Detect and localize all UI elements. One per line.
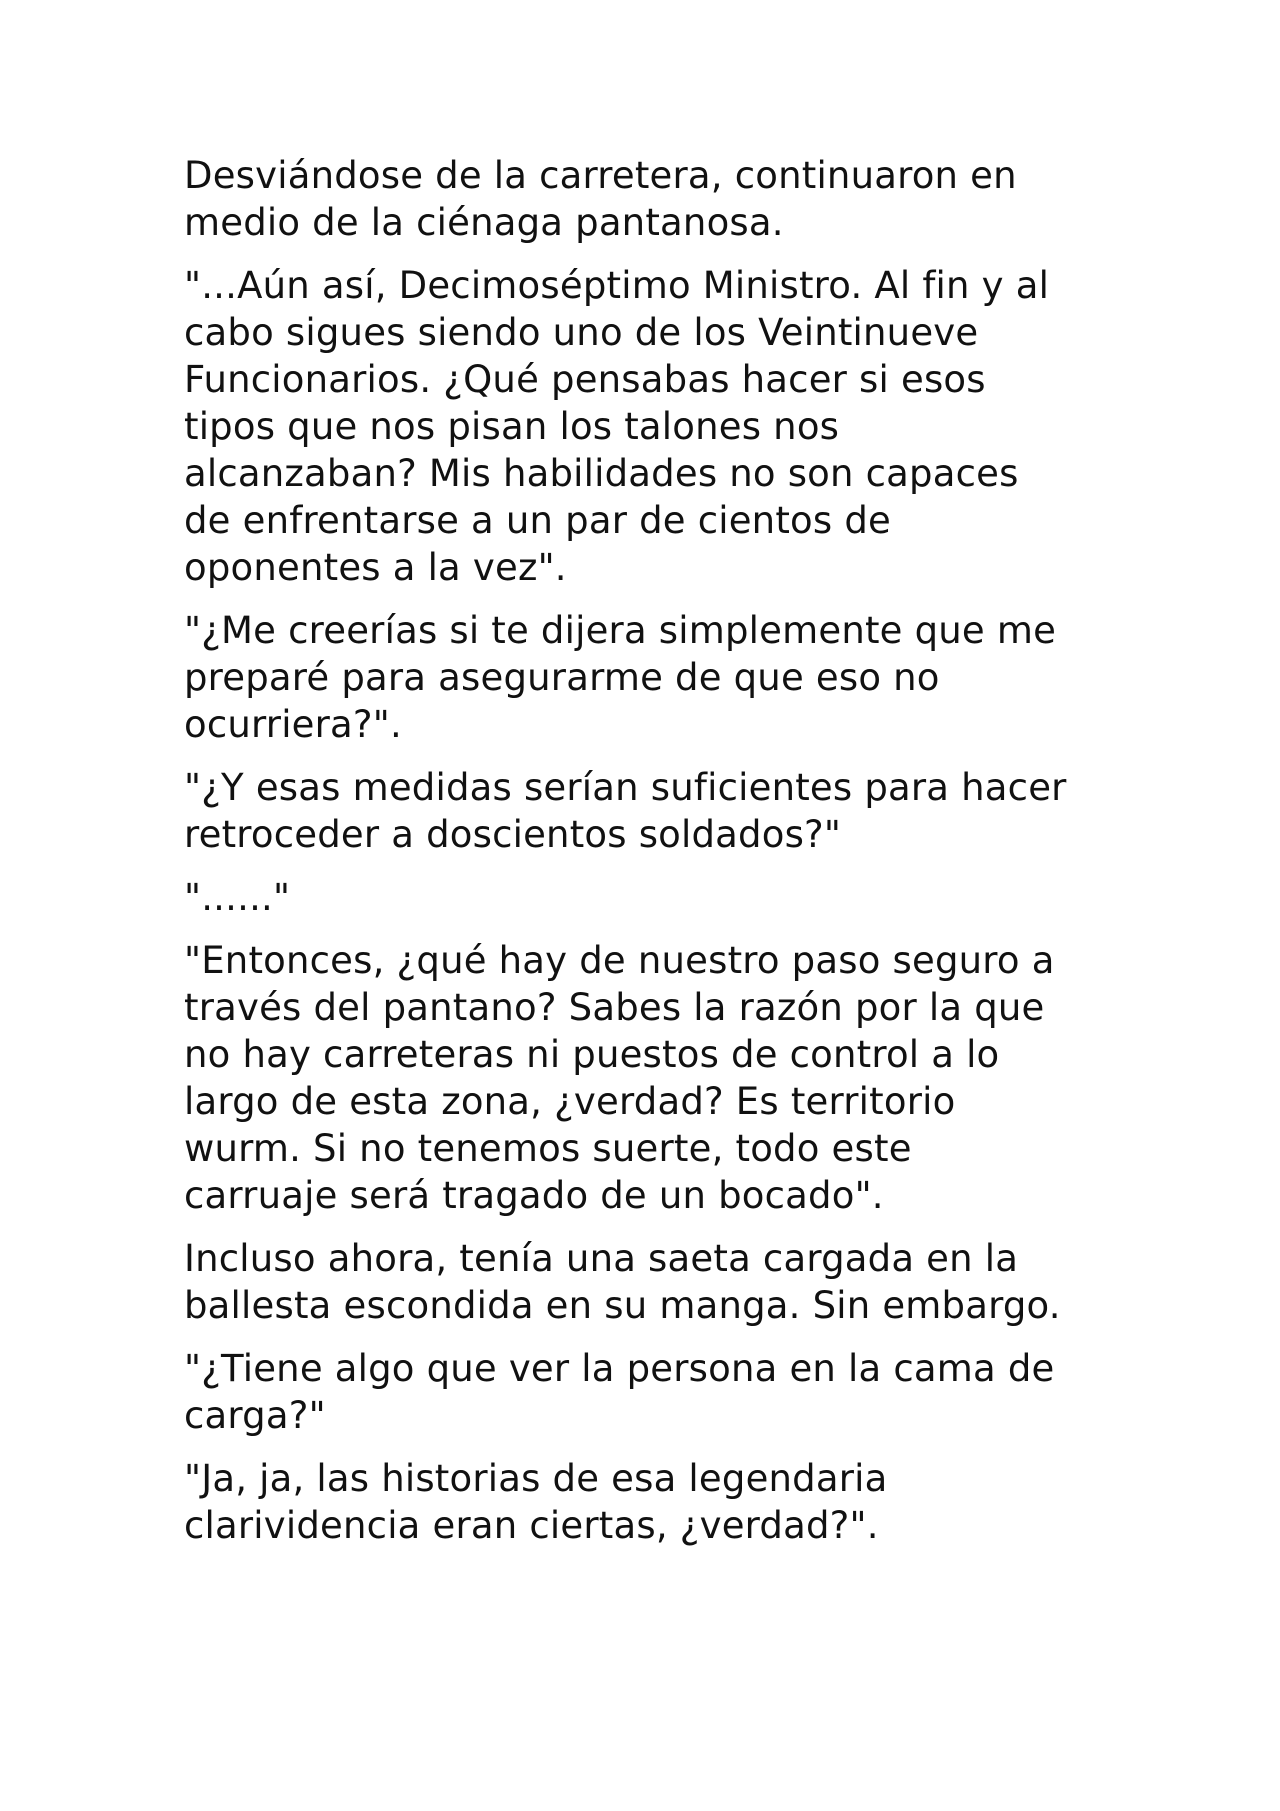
paragraph: Incluso ahora, tenía una saeta cargada en la ballesta escondida en su manga. Sin embargo.	[184, 1237, 1061, 1327]
paragraph: Desviándose de la carretera, continuaron en medio de la ciénaga pantanosa.	[184, 154, 1017, 244]
paragraph: "...Aún así, Decimoséptimo Ministro. Al fin y al cabo sigues siendo uno de los Veintinueve Funcionarios. ¿Qué pensabas hacer si esos tipos que nos pisan los talones nos alcanzaban? Mis habilidades no son capaces de enfrentarse a un par de cientos de oponentes a la vez".	[184, 264, 1050, 589]
paragraph: "......"	[184, 876, 291, 919]
paragraph: "¿Y esas medidas serían suficientes para hacer retroceder a doscientos soldados?"	[184, 766, 1067, 856]
paragraph: "¿Me creerías si te dijera simplemente que me preparé para asegurarme de que eso no ocurriera?".	[184, 609, 1057, 746]
paragraph: "¿Tiene algo que ver la persona en la cama de carga?"	[184, 1347, 1055, 1437]
paragraph: "Entonces, ¿qué hay de nuestro paso seguro a través del pantano? Sabes la razón por la que no hay carreteras ni puestos de control a lo largo de esta zona, ¿verdad? Es territorio wurm. Si no tenemos suerte, todo este carruaje será tragado de un bocado".	[184, 939, 1055, 1217]
body-text	[184, 152, 1114, 1565]
paragraph: "Ja, ja, las historias de esa legendaria clarividencia eran ciertas, ¿verdad?".	[184, 1457, 888, 1547]
